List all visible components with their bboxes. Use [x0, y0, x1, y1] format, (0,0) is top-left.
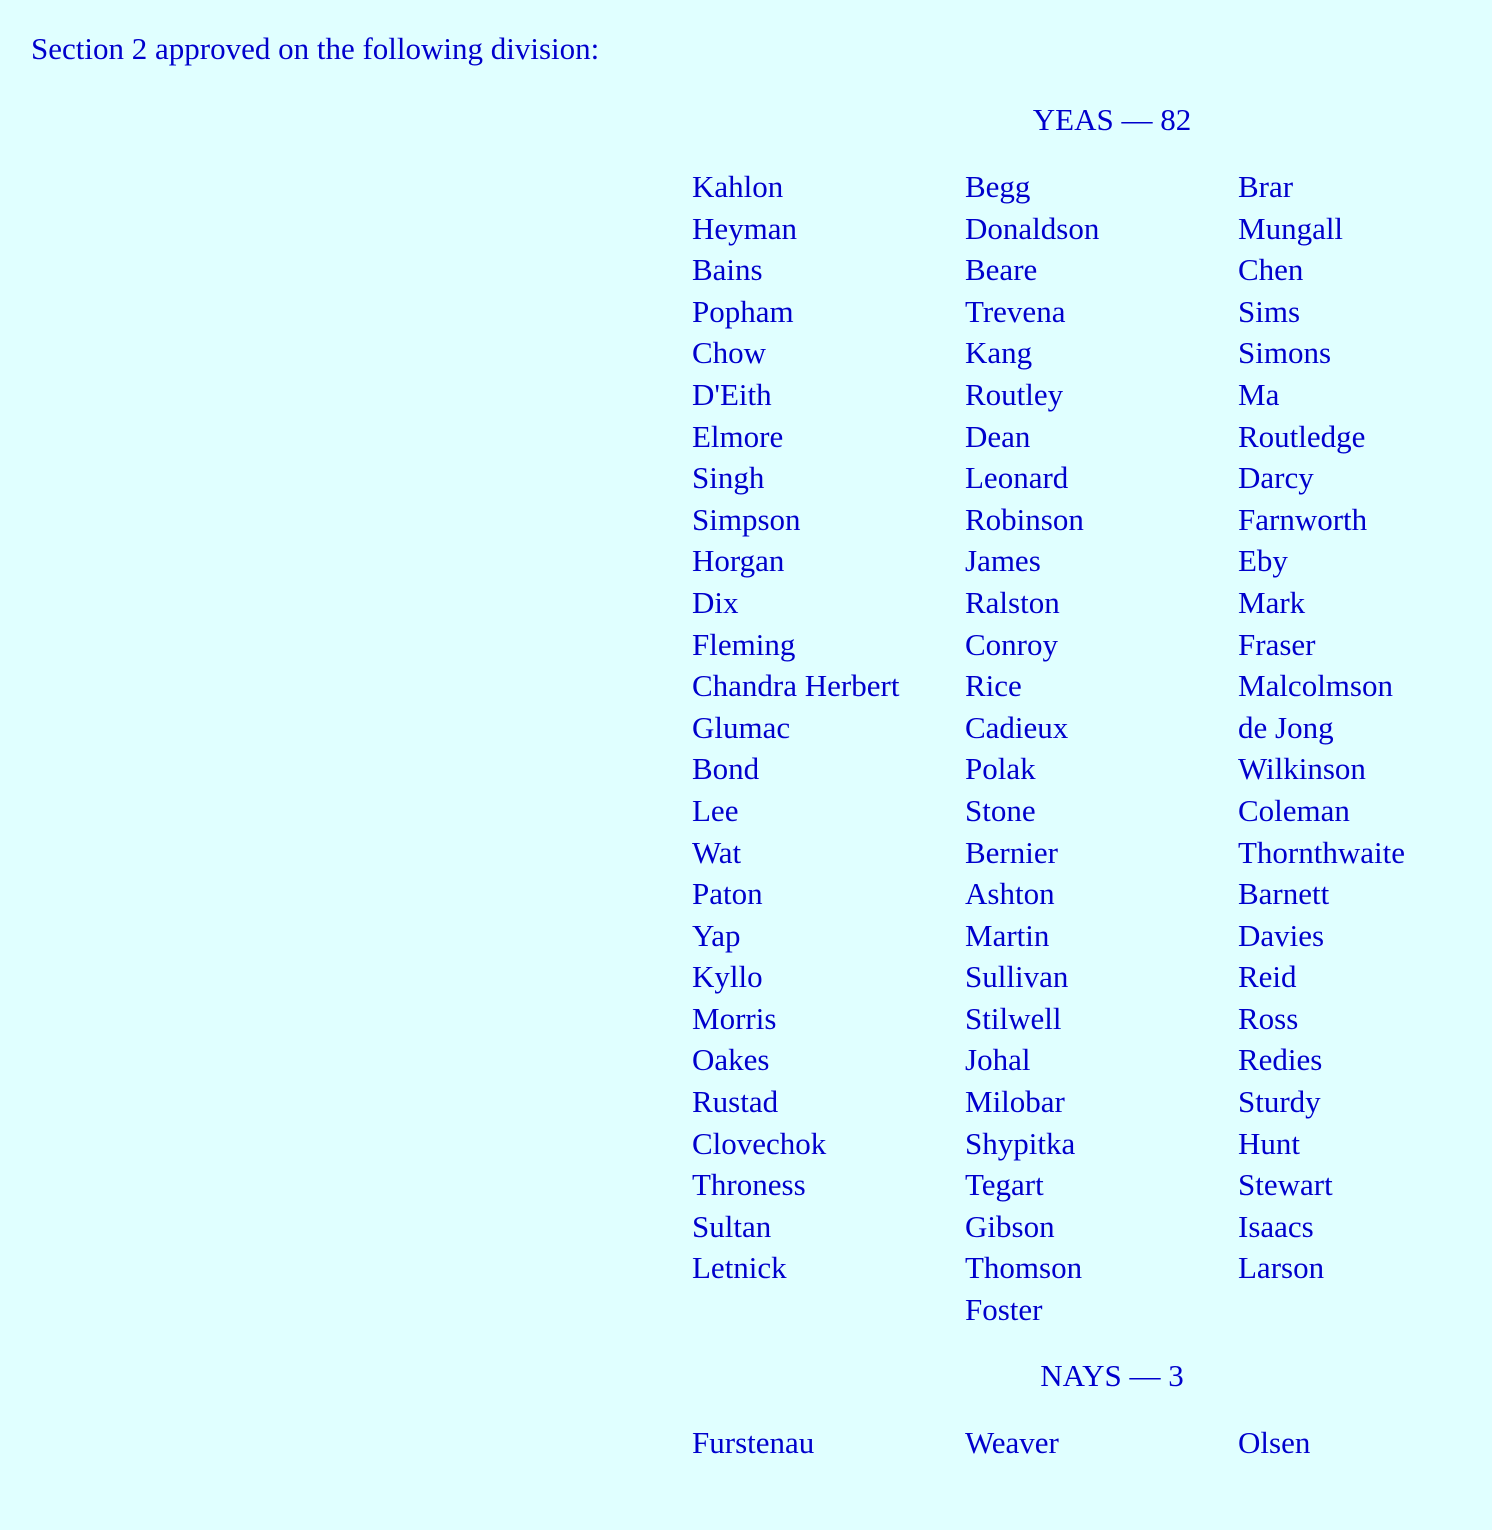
member-name: Gibson	[965, 1208, 1055, 1244]
member-name: Throness	[692, 1167, 806, 1203]
member-name: Barnett	[1238, 876, 1330, 912]
member-name: Cadieux	[965, 709, 1069, 745]
member-name: Routledge	[1238, 418, 1366, 454]
member-name: Singh	[692, 460, 765, 496]
member-name: Bond	[692, 751, 760, 787]
member-name: Tegart	[965, 1167, 1044, 1203]
yeas-heading: YEAS — 82	[1032, 102, 1192, 137]
member-name: Letnick	[692, 1250, 787, 1286]
member-name: Ralston	[965, 584, 1060, 620]
member-name: Wilkinson	[1238, 751, 1366, 787]
member-name: Kahlon	[692, 169, 784, 204]
member-name: Mark	[1238, 584, 1306, 620]
yeas-column-3	[1238, 166, 1488, 1331]
member-name: Simons	[1238, 335, 1332, 371]
member-name: Conroy	[965, 626, 1058, 662]
member-name: Trevena	[965, 293, 1066, 329]
member-name: Dean	[965, 418, 1031, 454]
member-name: Begg	[965, 169, 1031, 204]
member-name: Beare	[965, 252, 1038, 288]
yeas-list	[692, 166, 1488, 1331]
member-name: Fraser	[1238, 626, 1316, 662]
member-name: Stilwell	[965, 1000, 1062, 1036]
member-name: Lee	[692, 792, 739, 828]
member-name: Hunt	[1238, 1125, 1300, 1161]
member-name: Mungall	[1238, 210, 1344, 246]
member-name: Darcy	[1238, 460, 1314, 496]
member-name: Sullivan	[965, 959, 1069, 995]
member-name: Popham	[692, 293, 794, 329]
member-name: Kyllo	[692, 959, 763, 995]
member-name: Olsen	[1238, 1425, 1311, 1460]
member-name: Ross	[1238, 1000, 1299, 1036]
member-name: Stewart	[1238, 1167, 1333, 1203]
member-name: Dix	[692, 584, 739, 620]
member-name: Reid	[1238, 959, 1297, 995]
member-name: Farnworth	[1238, 501, 1368, 537]
member-name: Polak	[965, 751, 1036, 787]
member-name: Furstenau	[692, 1425, 815, 1460]
member-name: Chen	[1238, 252, 1304, 288]
member-name: Horgan	[692, 543, 785, 579]
member-name: Chandra Herbert	[692, 668, 900, 704]
member-name: Stone	[965, 792, 1036, 828]
member-name: Paton	[692, 876, 763, 912]
member-name: Leonard	[965, 460, 1069, 496]
yeas-column-2	[965, 166, 1238, 1331]
member-name: Fleming	[692, 626, 796, 662]
member-name: Sims	[1238, 293, 1301, 329]
member-name: Chow	[692, 335, 767, 371]
member-name: Elmore	[692, 418, 784, 454]
member-name: Ma	[1238, 376, 1280, 412]
member-name: Morris	[692, 1000, 777, 1036]
member-name: Sturdy	[1238, 1084, 1321, 1120]
member-name: James	[965, 543, 1041, 579]
member-name: D'Eith	[692, 376, 772, 412]
yeas-column-1	[692, 166, 965, 1331]
member-name: Rice	[965, 668, 1022, 704]
member-name: Glumac	[692, 709, 791, 745]
member-name: Oakes	[692, 1042, 770, 1078]
member-name: Isaacs	[1238, 1208, 1314, 1244]
member-name: Larson	[1238, 1250, 1325, 1286]
member-name: Malcolmson	[1238, 668, 1393, 704]
nays-column-3	[1238, 1422, 1488, 1464]
member-name: Thornthwaite	[1238, 834, 1406, 870]
member-name: Rustad	[692, 1084, 779, 1120]
division-intro: Section 2 approved on the following division:	[31, 31, 600, 66]
member-name: Weaver	[965, 1425, 1059, 1460]
member-name: Bains	[692, 252, 763, 288]
member-name: Martin	[965, 917, 1050, 953]
member-name: Routley	[965, 376, 1064, 412]
nays-list	[692, 1422, 1488, 1464]
member-name: Bernier	[965, 834, 1058, 870]
member-name: Eby	[1238, 543, 1288, 579]
member-name: Coleman	[1238, 792, 1350, 828]
nays-heading: NAYS — 3	[1040, 1358, 1184, 1393]
member-name: de Jong	[1238, 709, 1334, 745]
member-name: Brar	[1238, 169, 1294, 204]
nays-column-1	[692, 1422, 965, 1464]
member-name: Kang	[965, 335, 1033, 371]
member-name: Donaldson	[965, 210, 1100, 246]
member-name: Redies	[1238, 1042, 1323, 1078]
member-name: Milobar	[965, 1084, 1065, 1120]
member-name: Yap	[692, 917, 741, 953]
member-name: Robinson	[965, 501, 1084, 537]
member-name: Clovechok	[692, 1125, 827, 1161]
member-name: Heyman	[692, 210, 798, 246]
nays-column-2	[965, 1422, 1238, 1464]
member-name: Davies	[1238, 917, 1325, 953]
member-name: Thomson	[965, 1250, 1083, 1286]
member-name: Shypitka	[965, 1125, 1076, 1161]
member-name: Ashton	[965, 876, 1055, 912]
member-name: Foster	[965, 1292, 1043, 1328]
member-name: Johal	[965, 1042, 1031, 1078]
member-name: Wat	[692, 834, 742, 870]
member-name: Simpson	[692, 501, 801, 537]
member-name: Sultan	[692, 1208, 772, 1244]
